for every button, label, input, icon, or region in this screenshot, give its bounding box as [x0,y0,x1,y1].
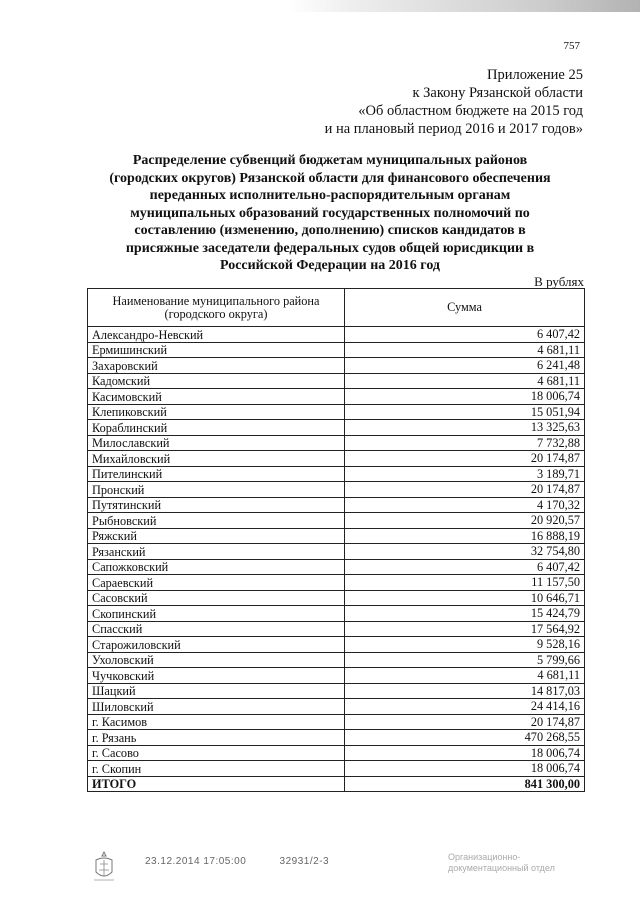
dept-line-1: Организационно- [448,852,521,862]
sum-cell: 10 646,71 [345,590,585,606]
sum-cell: 13 325,63 [345,420,585,436]
total-label: ИТОГО [88,776,345,792]
unit-label: В рублях [534,274,584,289]
table-row [88,528,585,544]
district-name-cell: г. Рязань [88,730,345,746]
table-row [88,745,585,761]
district-name-cell: Сараевский [88,575,345,591]
appendix-block [325,66,583,138]
title-line-7: Российской Федерации на 2016 год [219,258,440,273]
sum-cell: 15 051,94 [345,404,585,420]
table-row [88,575,585,591]
sum-cell: 16 888,19 [345,528,585,544]
sum-cell: 6 407,42 [345,559,585,575]
table-row [88,389,585,405]
table-row [88,544,585,560]
district-name-cell: Ряжский [88,528,345,544]
header-name-line-2: (городского округа) [164,306,268,321]
table-row [88,373,585,389]
total-sum: 841 300,00 [345,776,585,792]
table-row [88,497,585,513]
district-name-cell: Старожиловский [88,637,345,653]
sum-cell: 15 424,79 [345,606,585,622]
title-line-6: присяжные заседатели федеральных судов общей юрисдикции в [125,240,535,256]
sum-cell: 470 268,55 [345,730,585,746]
sum-cell: 32 754,80 [345,544,585,560]
district-name-cell: Шиловский [88,699,345,715]
table-row [88,513,585,529]
sum-cell: 20 920,57 [345,513,585,529]
district-name-cell: Пителинский [88,466,345,482]
table-row [88,590,585,606]
sum-cell: 20 174,87 [345,714,585,730]
sum-cell: 20 174,87 [345,451,585,467]
header-sum: Сумма [345,289,585,327]
department-stamp [448,852,555,874]
sum-cell: 20 174,87 [345,482,585,498]
sum-cell: 6 241,48 [345,358,585,374]
table-row [88,683,585,699]
district-name-cell: Пронский [88,482,345,498]
title-line-3: переданных исполнительно-распорядительным органам [149,188,511,203]
title-line-1: Распределение субвенций бюджетам муниципальных районов [132,153,528,168]
subvention-table [87,288,585,792]
district-name-cell: Милославский [88,435,345,451]
table-row [88,652,585,668]
sum-cell: 24 414,16 [345,699,585,715]
district-name-cell: Ухоловский [88,652,345,668]
sum-cell: 4 681,11 [345,373,585,389]
page-number: 757 [563,40,580,52]
sum-cell: 4 681,11 [345,668,585,684]
district-name-cell: Кадомский [88,373,345,389]
sum-cell: 4 681,11 [345,342,585,358]
table-row [88,327,585,343]
table-row [88,699,585,715]
district-name-cell: Сапожковский [88,559,345,575]
district-name-cell: Шацкий [88,683,345,699]
table-row [88,668,585,684]
total-row [88,776,585,792]
sum-cell: 18 006,74 [345,761,585,777]
district-name-cell: Александро-Невский [88,327,345,343]
district-name-cell: Спасский [88,621,345,637]
district-name-cell: Путятинский [88,497,345,513]
sum-cell: 11 157,50 [345,575,585,591]
table-row [88,637,585,653]
title-line-4: муниципальных образований государственных полномочий по [130,205,530,221]
table-row [88,606,585,622]
district-name-cell: г. Скопин [88,761,345,777]
sum-cell: 9 528,16 [345,637,585,653]
table-row [88,342,585,358]
scan-edge [0,0,640,12]
table-row [88,435,585,451]
table-row [88,761,585,777]
sum-cell: 4 170,32 [345,497,585,513]
table-header-row [88,289,585,327]
registration-stamp [145,856,359,867]
stamp-doc-code: 32931/2-3 [279,856,330,867]
dept-line-2: документационный отдел [448,863,555,873]
document-title [80,152,580,275]
title-line-5: составлению (изменению, дополнению) списков кандидатов в [134,223,526,238]
sum-cell: 6 407,42 [345,327,585,343]
table-row [88,420,585,436]
sum-cell: 17 564,92 [345,621,585,637]
table-row [88,358,585,374]
table-row [88,466,585,482]
district-name-cell: Скопинский [88,606,345,622]
title-line-2: (городских округов) Рязанской области для финансового обеспечения [109,170,551,186]
table-body [88,327,585,792]
district-name-cell: Захаровский [88,358,345,374]
district-name-cell: Чучковский [88,668,345,684]
header-district-name [88,289,345,327]
district-name-cell: Сасовский [88,590,345,606]
district-name-cell: Клепиковский [88,404,345,420]
district-name-cell: Кораблинский [88,420,345,436]
appendix-line-1: Приложение 25 [487,67,583,83]
sum-cell: 5 799,66 [345,652,585,668]
table-row [88,451,585,467]
district-name-cell: Касимовский [88,389,345,405]
table-row [88,559,585,575]
appendix-line-2: к Закону Рязанской области [412,85,583,101]
district-name-cell: Рыбновский [88,513,345,529]
table-row [88,404,585,420]
sum-cell: 18 006,74 [345,389,585,405]
appendix-line-4: и на плановый период 2016 и 2017 годов» [324,121,583,137]
table-row [88,482,585,498]
appendix-line-3: «Об областном бюджете на 2015 год [358,103,583,119]
district-name-cell: Рязанский [88,544,345,560]
district-name-cell: Ермишинский [88,342,345,358]
table-row [88,621,585,637]
coat-of-arms-icon [92,850,116,884]
sum-cell: 7 732,88 [345,435,585,451]
sum-cell: 3 189,71 [345,466,585,482]
sum-cell: 18 006,74 [345,745,585,761]
table-row [88,730,585,746]
sum-cell: 14 817,03 [345,683,585,699]
stamp-datetime: 23.12.2014 17:05:00 [145,856,247,867]
header-name-line-1: Наименование муниципального района [112,293,320,308]
table-row [88,714,585,730]
district-name-cell: Михайловский [88,451,345,467]
district-name-cell: г. Сасово [88,745,345,761]
district-name-cell: г. Касимов [88,714,345,730]
